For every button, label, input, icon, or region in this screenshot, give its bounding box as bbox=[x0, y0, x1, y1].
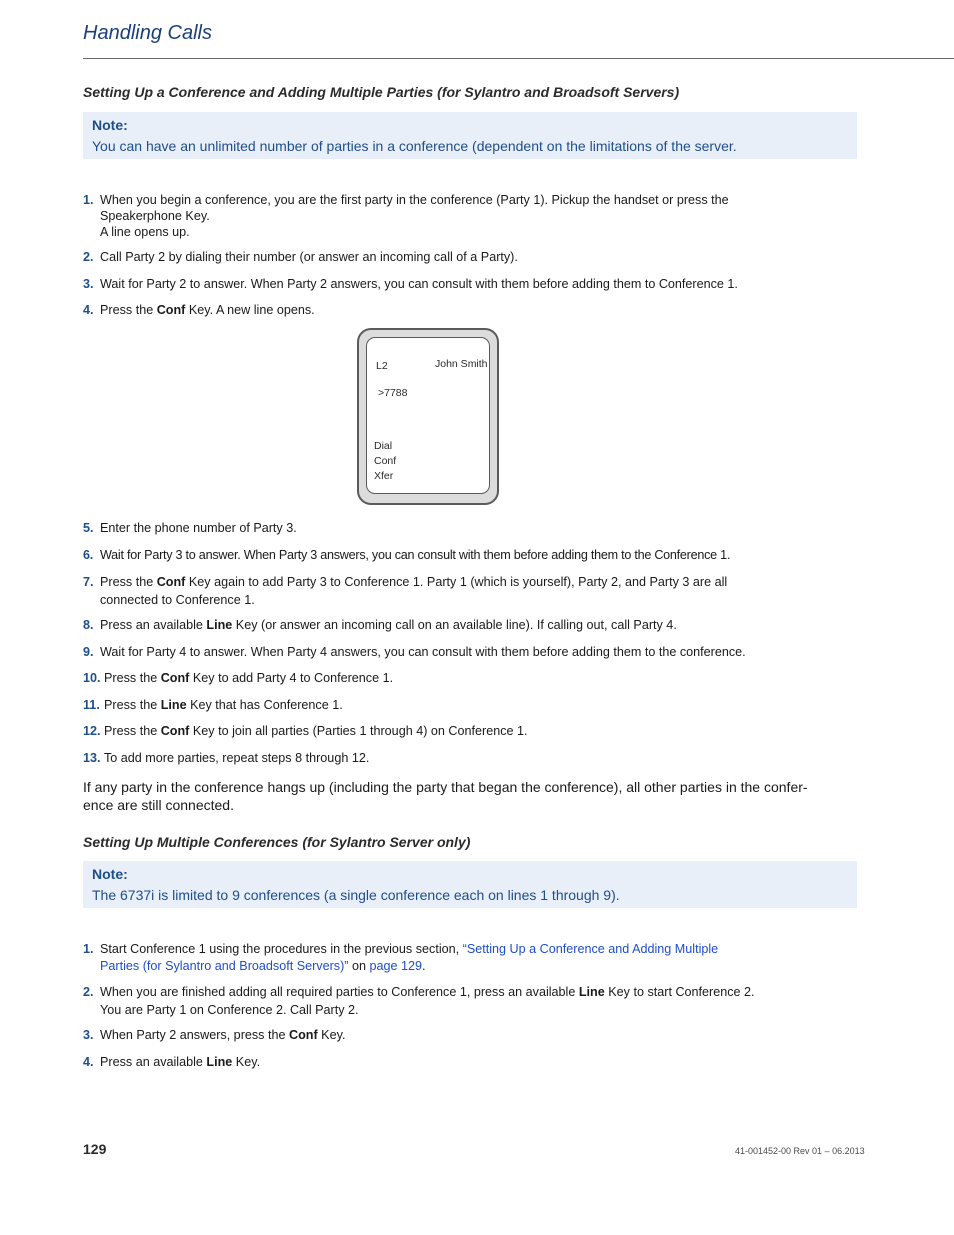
key-name: Conf bbox=[160, 671, 190, 685]
step-text: Enter the phone number of Party 3. bbox=[100, 521, 297, 535]
step-number: 4. bbox=[83, 1055, 94, 1069]
step-number: 2. bbox=[83, 250, 94, 264]
key-name: Line bbox=[578, 985, 605, 999]
step-number: 1. bbox=[83, 942, 94, 956]
step-number: 3. bbox=[83, 277, 94, 291]
softkey-xfer: Xfer bbox=[374, 470, 394, 482]
note-label: Note: bbox=[92, 117, 128, 133]
step-text: connected to Conference 1. bbox=[100, 593, 255, 607]
softkey-conf: Conf bbox=[374, 455, 397, 467]
step-number: 2. bbox=[83, 985, 94, 999]
step-text: on bbox=[348, 958, 370, 973]
note-text: You can have an unlimited number of parties in a conference (dependent on the limitations of the server. bbox=[92, 138, 737, 154]
list-item bbox=[83, 644, 783, 661]
step-text: Key that has Conference 1. bbox=[186, 698, 343, 712]
step-text: When you begin a conference, you are the first party in the conference (Party 1). Pickup the handset or press the bbox=[100, 193, 729, 207]
step-text: . bbox=[422, 958, 426, 973]
paragraph-line: If any party in the conference hangs up (including the party that began the conference), all other parties in the confer- bbox=[83, 779, 808, 795]
step-text: Press the bbox=[100, 303, 157, 317]
key-name: Conf bbox=[160, 724, 190, 738]
step-number: 1. bbox=[83, 193, 94, 207]
list-item bbox=[83, 723, 783, 740]
list-item bbox=[83, 547, 783, 564]
note-label: Note: bbox=[92, 866, 128, 882]
key-name: Line bbox=[206, 618, 233, 632]
note-box-conference-limit bbox=[83, 861, 857, 908]
list-item bbox=[83, 617, 783, 634]
cross-reference-link[interactable]: “Setting Up a Conference and Adding Multiple bbox=[462, 942, 719, 956]
key-name: Conf bbox=[156, 303, 186, 317]
list-item bbox=[83, 302, 783, 319]
step-text: Wait for Party 4 to answer. When Party 4 answers, you can consult with them before adding them to the conference. bbox=[100, 645, 746, 659]
header-divider bbox=[83, 58, 954, 59]
list-item bbox=[83, 1054, 783, 1071]
list-item bbox=[83, 192, 783, 241]
step-text: Key again to add Party 3 to Conference 1. Party 1 (which is yourself), Party 2, and Party 3 are all bbox=[185, 575, 728, 589]
step-number: 9. bbox=[83, 645, 94, 659]
phone-screen bbox=[366, 337, 490, 494]
step-text: Press the bbox=[104, 671, 161, 685]
step-text: Call Party 2 by dialing their number (or answer an incoming call of a Party). bbox=[100, 250, 518, 264]
list-item bbox=[83, 249, 783, 266]
document-revision: 41-001452-00 Rev 01 – 06.2013 bbox=[735, 1146, 865, 1156]
cross-reference-link[interactable]: Parties (for Sylantro and Broadsoft Servers)” bbox=[100, 958, 349, 973]
softkey-dial: Dial bbox=[374, 440, 393, 452]
closing-paragraph bbox=[83, 778, 858, 814]
section-heading-multiple-conferences: Setting Up Multiple Conferences (for Sylantro Server only) bbox=[83, 834, 471, 850]
caller-name: John Smith bbox=[435, 358, 488, 370]
page-number: 129 bbox=[83, 1141, 107, 1157]
line-indicator: L2 bbox=[376, 360, 388, 372]
note-box-unlimited-parties bbox=[83, 112, 857, 159]
list-item bbox=[83, 573, 783, 609]
step-text: Start Conference 1 using the procedures in the previous section, bbox=[100, 942, 463, 956]
step-text: Key. A new line opens. bbox=[185, 303, 315, 317]
step-text: Key (or answer an incoming call on an available line). If calling out, call Party 4. bbox=[232, 618, 677, 632]
step-text: Press an available bbox=[100, 618, 207, 632]
list-item bbox=[83, 697, 783, 714]
page-reference-link[interactable]: page 129 bbox=[369, 958, 423, 973]
key-name: Conf bbox=[156, 575, 186, 589]
step-text: When Party 2 answers, press the bbox=[100, 1028, 289, 1042]
page-header-title: Handling Calls bbox=[83, 22, 212, 44]
phone-display-illustration bbox=[357, 328, 499, 505]
step-text: Key to join all parties (Parties 1 through 4) on Conference 1. bbox=[189, 724, 528, 738]
step-number: 11. bbox=[83, 698, 100, 712]
key-name: Line bbox=[206, 1055, 233, 1069]
paragraph-line: ence are still connected. bbox=[83, 797, 234, 813]
list-item bbox=[83, 670, 783, 687]
step-text: You are Party 1 on Conference 2. Call Party 2. bbox=[100, 1003, 359, 1017]
step-text: Key to start Conference 2. bbox=[604, 985, 755, 999]
list-item bbox=[83, 520, 783, 537]
step-number: 12. bbox=[83, 724, 101, 738]
step-number: 13. bbox=[83, 751, 101, 765]
step-text: Speakerphone Key. bbox=[100, 208, 210, 223]
dialed-number: >7788 bbox=[378, 387, 408, 399]
step-text: Press the bbox=[100, 575, 157, 589]
key-name: Conf bbox=[289, 1028, 318, 1042]
step-text: A line opens up. bbox=[100, 225, 190, 239]
step-text: Wait for Party 2 to answer. When Party 2 answers, you can consult with them before adding them to Conference 1. bbox=[100, 277, 738, 291]
step-text: Wait for Party 3 to answer. When Party 3 answers, you can consult with them before adding them to the Conference 1. bbox=[100, 548, 731, 562]
step-text: When you are finished adding all required parties to Conference 1, press an available bbox=[100, 985, 579, 999]
list-item bbox=[83, 941, 783, 974]
step-number: 4. bbox=[83, 303, 94, 317]
step-text: Press the bbox=[104, 698, 161, 712]
step-number: 6. bbox=[83, 548, 94, 562]
list-item bbox=[83, 276, 783, 293]
step-number: 10. bbox=[83, 671, 101, 685]
step-text: Press the bbox=[104, 724, 161, 738]
step-text: Press an available bbox=[100, 1055, 207, 1069]
step-text: To add more parties, repeat steps 8 through 12. bbox=[104, 751, 370, 765]
key-name: Line bbox=[160, 698, 187, 712]
step-number: 5. bbox=[83, 521, 94, 535]
step-text: Key. bbox=[317, 1028, 346, 1042]
step-text: Key to add Party 4 to Conference 1. bbox=[189, 671, 394, 685]
note-text: The 6737i is limited to 9 conferences (a single conference each on lines 1 through 9). bbox=[92, 887, 620, 903]
list-item bbox=[83, 750, 783, 767]
step-number: 7. bbox=[83, 575, 94, 589]
section-heading-conference: Setting Up a Conference and Adding Multiple Parties (for Sylantro and Broadsoft Servers) bbox=[83, 84, 680, 100]
step-number: 3. bbox=[83, 1028, 94, 1042]
step-number: 8. bbox=[83, 618, 94, 632]
list-item bbox=[83, 1027, 783, 1044]
list-item bbox=[83, 983, 783, 1019]
step-text: Key. bbox=[232, 1055, 261, 1069]
